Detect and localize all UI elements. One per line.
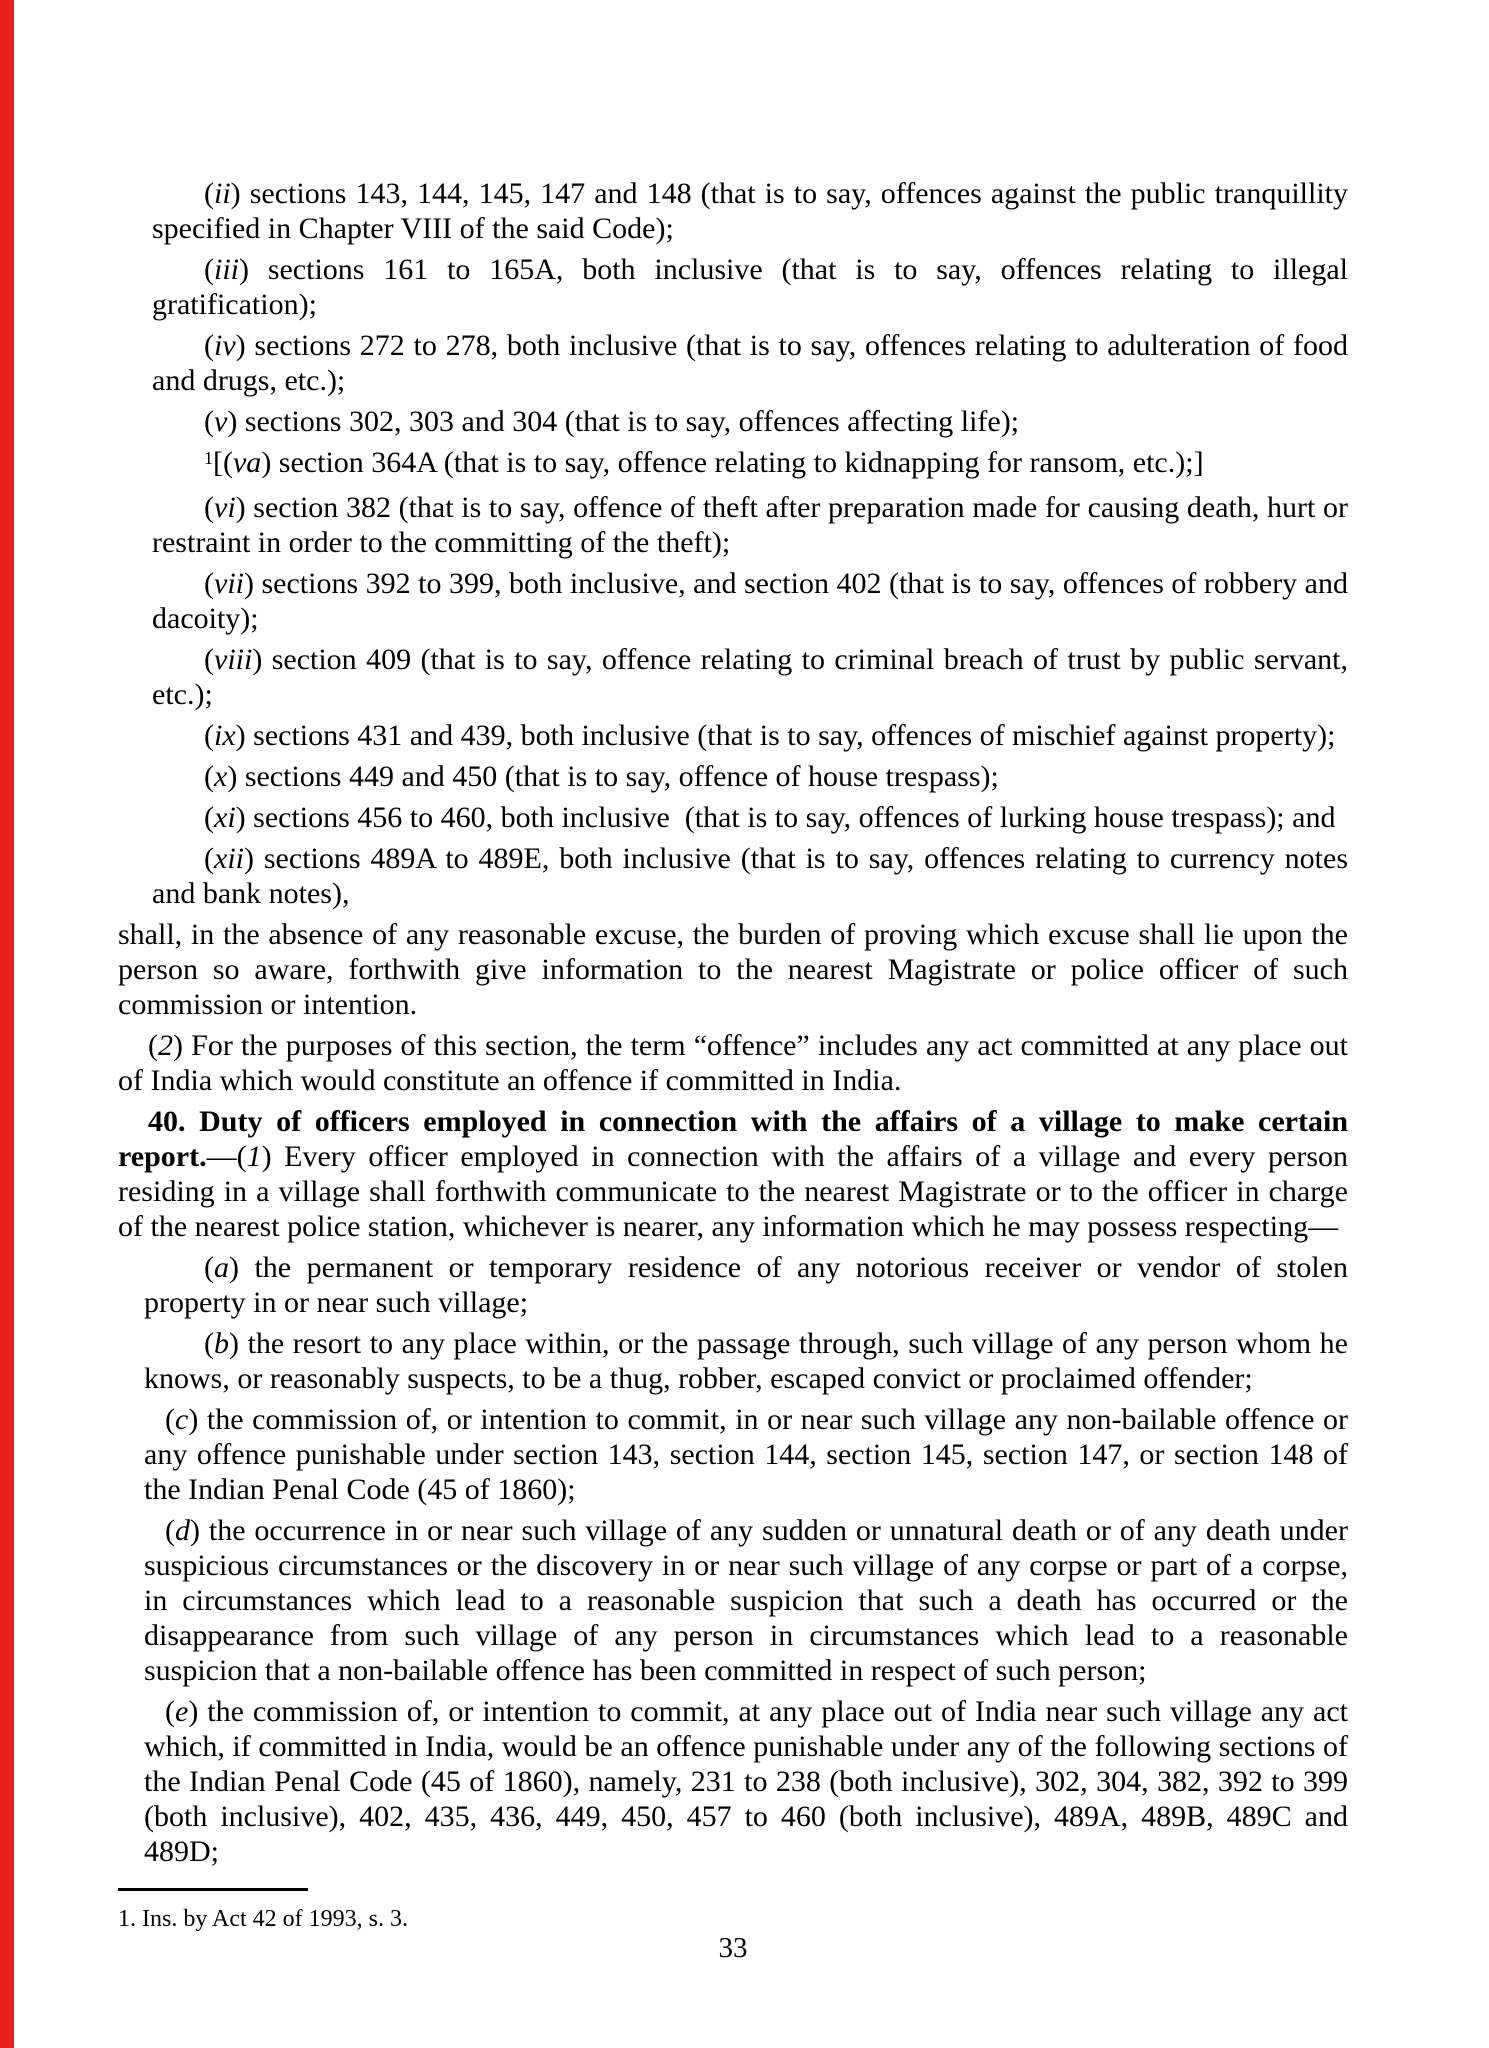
clause-vi: (vi) section 382 (that is to say, offence of theft after preparation made for causing death, hurt or restraint in order to the committing of the theft); (152, 491, 1348, 559)
footnote-rule (118, 1888, 308, 1891)
section-40: 40. Duty of officers employed in connection with the affairs of a village to make certain report.—(1) Every officer employed in connection with the affairs of a village and every person residing in a village shall forthwith communicate to the nearest Magistrate or to the officer in charge of the nearest police station, whichever is nearer, any information which he may possess respecting— (118, 1105, 1348, 1243)
clause-iv: (iv) sections 272 to 278, both inclusive (that is to say, offences relating to adulteration of food and drugs, etc.); (152, 329, 1348, 397)
clause-d: (d) the occurrence in or near such village of any sudden or unnatural death or of any death under suspicious circumstances or the discovery in or near such village of any corpse or part of a corpse, in circumstances which lead to a reasonable suspicion that such a death has occurred or the disappearance from such village of any person in circumstances which lead to a reasonable suspicion that a non-bailable offence has been committed in respect of such person; (144, 1514, 1348, 1687)
clause-xii: (xii) sections 489A to 489E, both inclusive (that is to say, offences relating to currency notes and bank notes), (152, 842, 1348, 910)
body-paragraph: shall, in the absence of any reasonable excuse, the burden of proving which excuse shall lie upon the person so aware, forthwith give information to the nearest Magistrate or police officer of such commission or intention. (118, 918, 1348, 1021)
clause-x: (x) sections 449 and 450 (that is to say, offence of house trespass); (204, 760, 999, 793)
page-content (118, 176, 1348, 1875)
clause-viii: (viii) section 409 (that is to say, offence relating to criminal breach of trust by public servant, etc.); (152, 643, 1348, 711)
page-number: 33 (718, 1932, 748, 1964)
clause-e: (e) the commission of, or intention to commit, at any place out of India near such village any act which, if committed in India, would be an offence punishable under any of the following sections of the Indian Penal Code (45 of 1860), namely, 231 to 238 (both inclusive), 302, 304, 382, 392 to 399 (both inclusive), 402, 435, 436, 449, 450, 457 to 460 (both inclusive), 489A, 489B, 489C and 489D; (144, 1695, 1348, 1868)
clause-c: (c) the commission of, or intention to commit, in or near such village any non-bailable offence or any offence punishable under section 143, section 144, section 145, section 147, or section 148 of the Indian Penal Code (45 of 1860); (144, 1403, 1348, 1506)
clause-iii: (iii) sections 161 to 165A, both inclusive (that is to say, offences relating to illegal gratification); (152, 253, 1348, 321)
clause-a: (a) the permanent or temporary residence of any notorious receiver or vendor of stolen property in or near such village; (144, 1251, 1348, 1319)
subsection-2: (2) For the purposes of this section, the term “offence” includes any act committed at any place out of India which would constitute an offence if committed in India. (118, 1029, 1348, 1097)
clause-v: (v) sections 302, 303 and 304 (that is to say, offences affecting life); (204, 405, 1020, 438)
clause-ix: (ix) sections 431 and 439, both inclusive (that is to say, offences of mischief against property); (204, 719, 1336, 752)
clause-xi: (xi) sections 456 to 460, both inclusive (that is to say, offences of lurking house trespass); and (204, 801, 1336, 834)
clause-b: (b) the resort to any place within, or the passage through, such village of any person whom he knows, or reasonably suspects, to be a thug, robber, escaped convict or proclaimed offender; (144, 1327, 1348, 1395)
clause-va: $^1$[(va) section 364A (that is to say, offence relating to kidnapping for ransom, etc.);] (204, 446, 1204, 479)
clause-vii: (vii) sections 392 to 399, both inclusive, and section 402 (that is to say, offences of robbery and dacoity); (152, 567, 1348, 635)
footnote: 1. Ins. by Act 42 of 1993, s. 3. (118, 1906, 408, 1932)
left-edge-bar (0, 0, 14, 2048)
clause-ii: (ii) sections 143, 144, 145, 147 and 148 (that is to say, offences against the public tranquillity specified in Chapter VIII of the said Code); (152, 177, 1348, 245)
